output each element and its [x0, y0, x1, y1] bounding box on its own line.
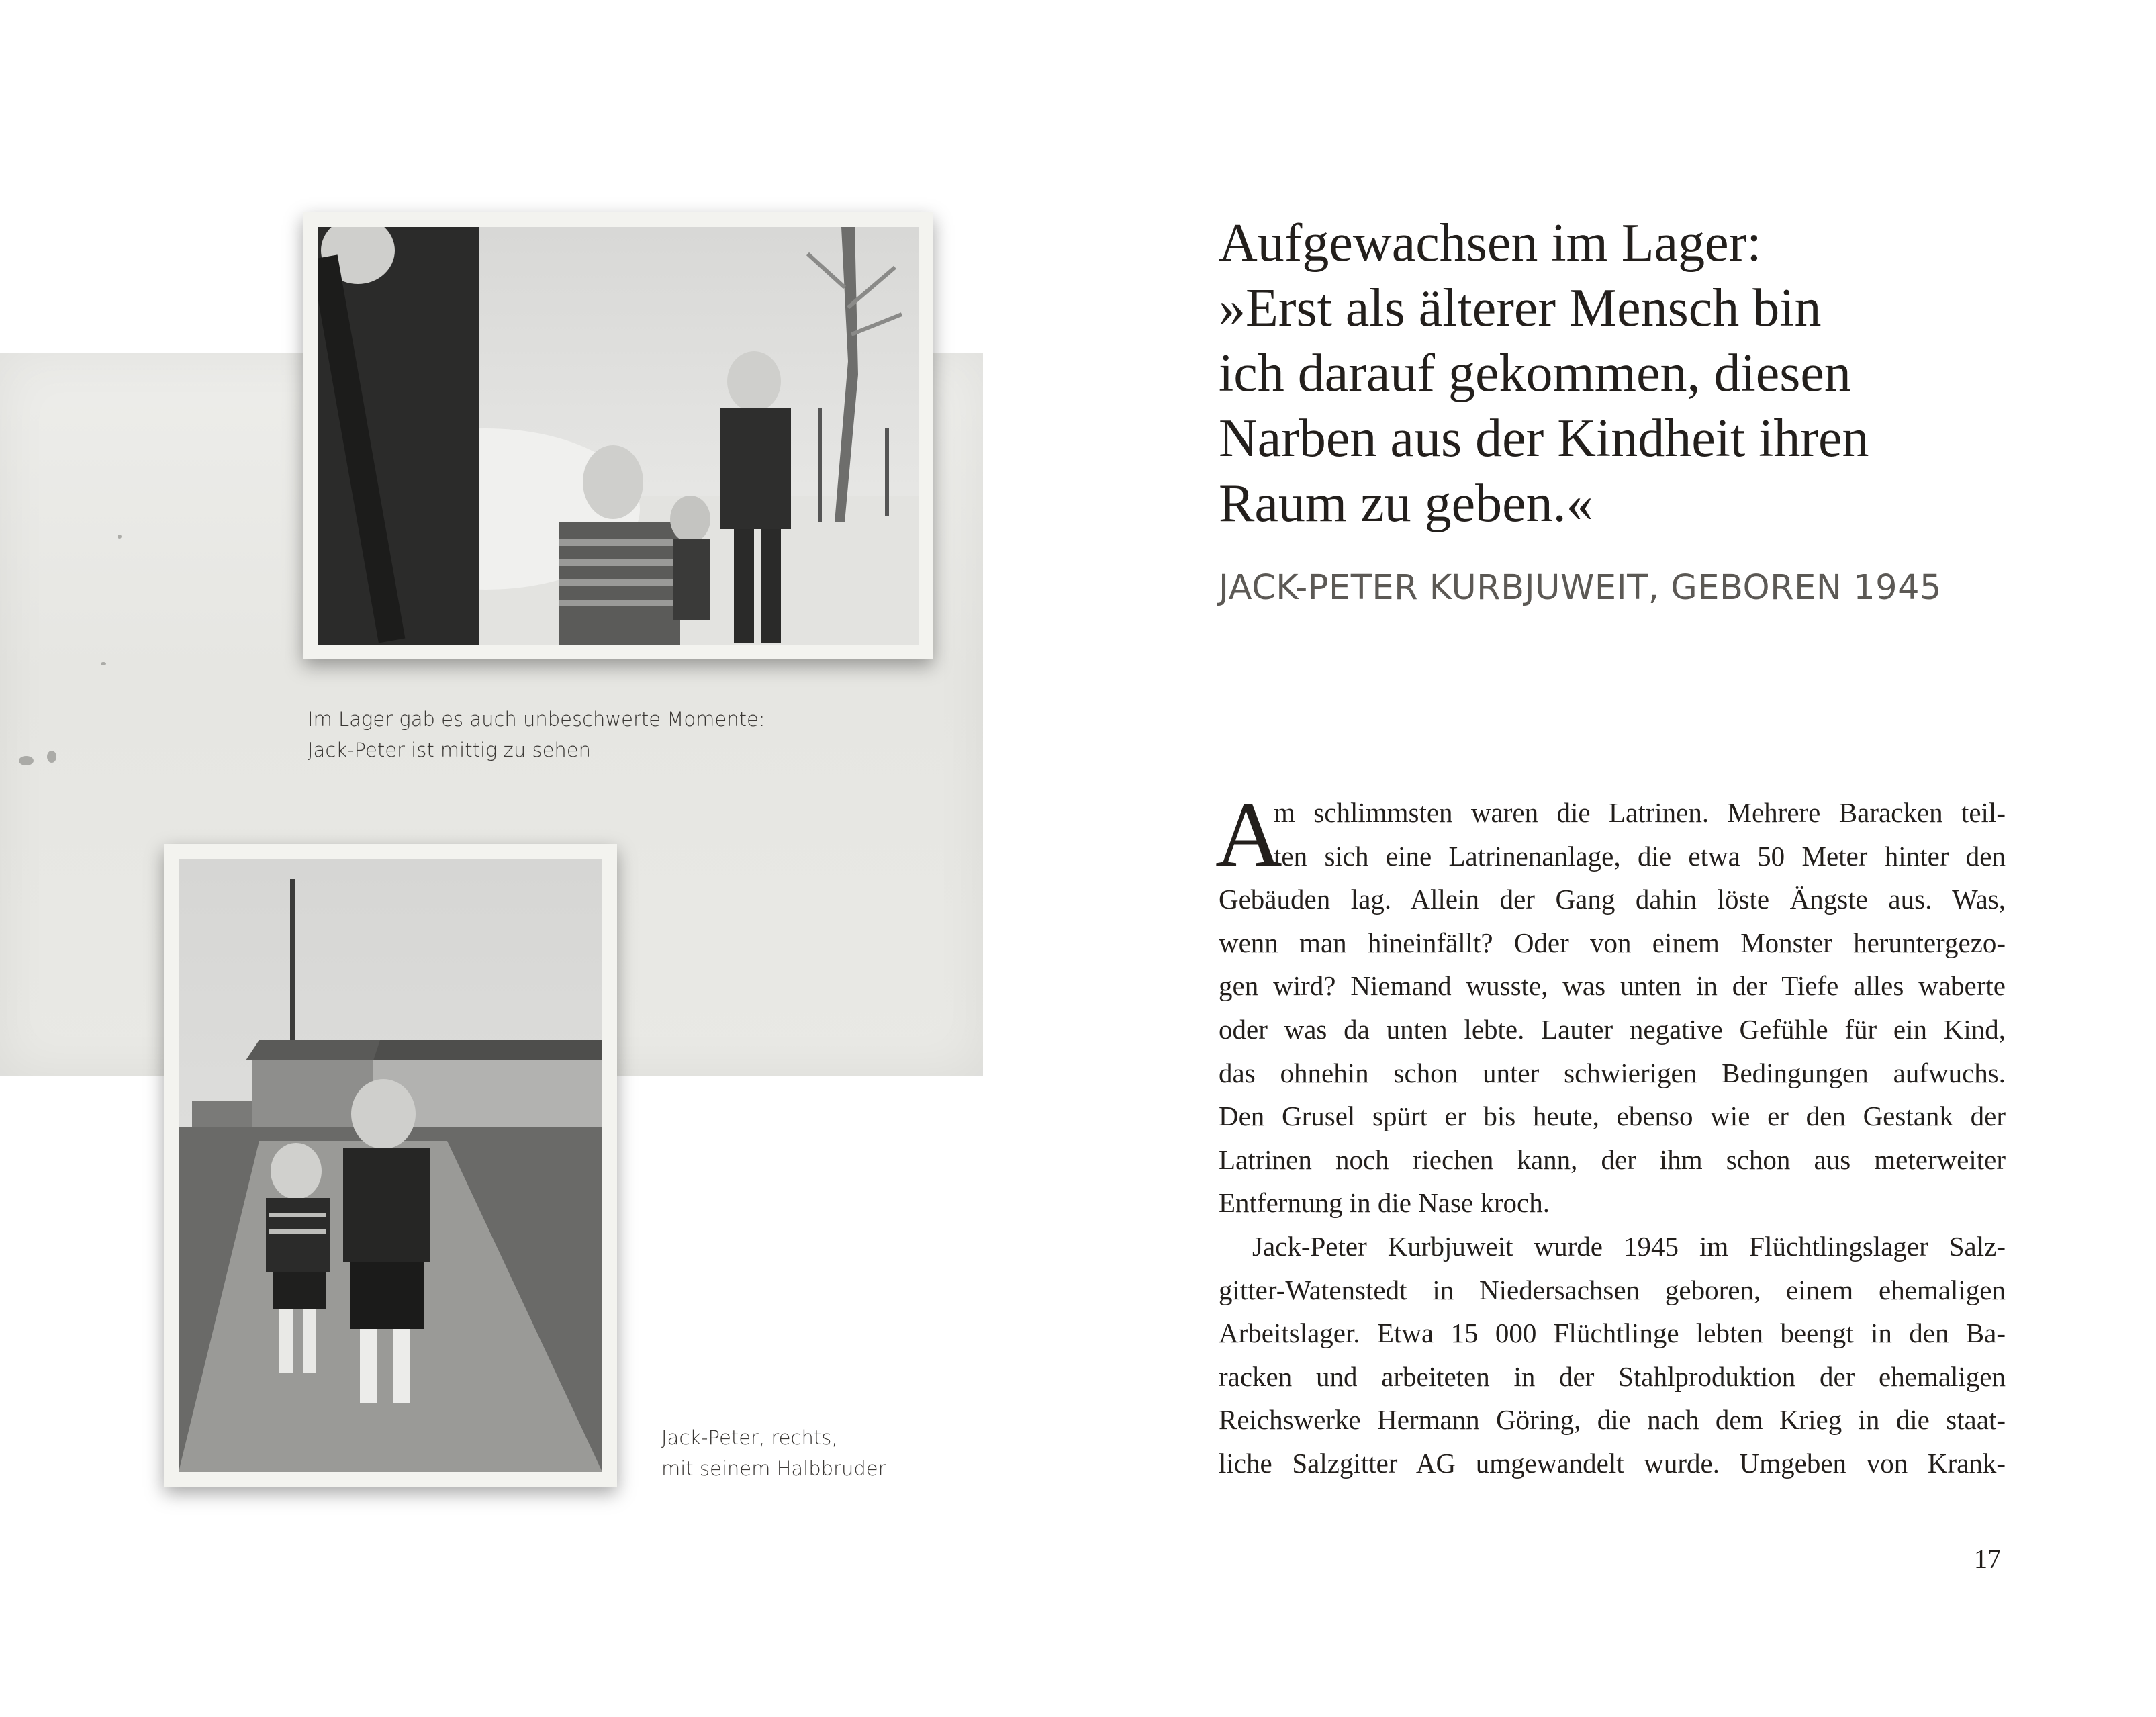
paper-speck	[101, 662, 106, 665]
chapter-heading	[1219, 211, 2058, 537]
text-line: Gebäuden lag. Allein der Gang dahin löste Ängste aus. Was,	[1219, 884, 2006, 915]
text-line: Latrinen noch riechen kann, der ihm schon aus meterweiter	[1219, 1144, 2006, 1175]
photo-two-boys	[164, 844, 617, 1487]
caption-line: Jack-Peter ist mittig zu sehen	[308, 739, 592, 761]
text-line: Arbeitslager. Etwa 15 000 Flüchtlinge lebten beengt in den Ba-	[1219, 1317, 2006, 1349]
text-line: liche Salzgitter AG umgewandelt wurde. Umgeben von Krank-	[1219, 1447, 2006, 1479]
text-line: racken und arbeiteten in der Stahlproduktion der ehemaligen	[1219, 1360, 2006, 1392]
heading-line: ich darauf gekommen, diesen	[1219, 344, 1851, 403]
text-line: Entfernung in die Nase kroch.	[1219, 1187, 1550, 1219]
page-number: 17	[1974, 1544, 2001, 1574]
byline: JACK-PETER KURBJUWEIT, GEBOREN 1945	[1219, 568, 1942, 608]
photo-caption-1	[308, 704, 765, 765]
heading-line: Raum zu geben.«	[1219, 474, 1593, 533]
text-line: Den Grusel spürt er bis heute, ebenso wie er den Gestank der	[1219, 1101, 2006, 1132]
text-line: oder was da unten lebte. Lauter negative Gefühle für ein Kind,	[1219, 1013, 2006, 1045]
caption-line: Im Lager gab es auch unbeschwerte Momente:	[308, 708, 765, 731]
heading-line: »Erst als älterer Mensch bin	[1219, 279, 1822, 338]
text-line: wenn man hineinfällt? Oder von einem Monster heruntergezo-	[1219, 927, 2006, 958]
paper-speck	[19, 756, 34, 765]
text-line: Reichswerke Hermann Göring, die nach dem Krieg in die staat-	[1219, 1404, 2006, 1436]
text-line: ten sich eine Latrinenanlage, die etwa 50 Meter hinter den	[1274, 840, 2006, 872]
body-text	[1219, 791, 2006, 1485]
text-line: Jack-Peter Kurbjuweit wurde 1945 im Flüchtlingslager Salz-	[1252, 1230, 2006, 1262]
text-line: gen wird? Niemand wusste, was unten in der Tiefe alles waberte	[1219, 970, 2006, 1002]
paper-speck	[47, 751, 56, 763]
paper-speck	[118, 535, 122, 539]
photo-children-in-snow	[303, 212, 933, 659]
text-line: das ohnehin schon unter schwierigen Bedingungen aufwuchs.	[1219, 1057, 2006, 1088]
heading-line: Aufgewachsen im Lager:	[1219, 214, 1762, 273]
caption-line: mit seinem Halbbruder	[661, 1457, 886, 1480]
caption-line: Jack-Peter, rechts,	[661, 1426, 838, 1449]
text-line: m schlimmsten waren die Latrinen. Mehrere Baracken teil-	[1274, 797, 2006, 828]
photo-caption-2	[661, 1422, 886, 1484]
drop-cap: A	[1215, 783, 1282, 886]
heading-line: Narben aus der Kindheit ihren	[1219, 409, 1869, 468]
text-line: gitter-Watenstedt in Niedersachsen geboren, einem ehemaligen	[1219, 1274, 2006, 1305]
